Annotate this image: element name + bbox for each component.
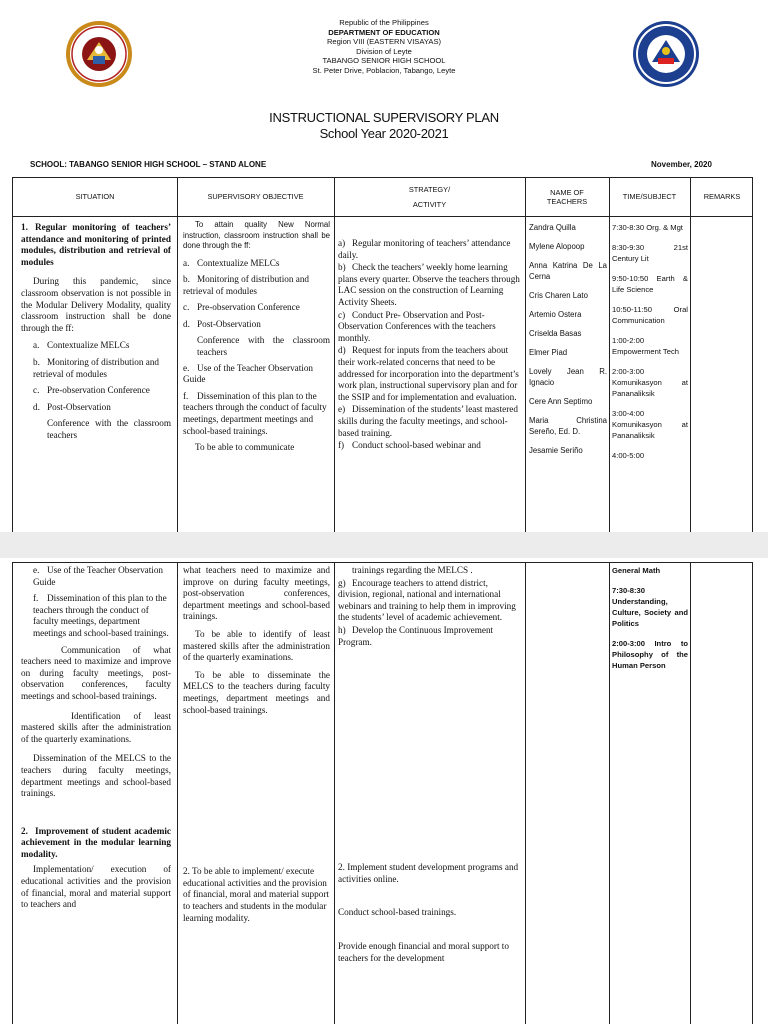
list-item: b. Monitoring of distribution and retrieval of modules [33, 356, 160, 379]
schedule-entry: 8:30-9:30 21st Century Lit [612, 243, 688, 263]
list-item: e. Use of the Teacher Observation Guide [183, 362, 314, 385]
situation-paragraph: Communication of what teachers need to maximize and improve on during faculty meetings, post-observation conferences, faculty meetings and school-based trainings. [21, 644, 171, 701]
header-remarks: REMARKS [703, 192, 741, 202]
column-divider [525, 563, 526, 1024]
agency-line-address: St. Peter Drive, Poblacion, Tabango, Leyte [312, 65, 456, 75]
teacher-name: Criselda Basas [529, 329, 582, 338]
column-divider [177, 178, 178, 532]
document-title-block [150, 110, 618, 142]
schedule-entry: General Math [612, 566, 661, 575]
teacher-name: Artemio Ostera [529, 310, 582, 319]
teacher-name: Anna Katrina De La Cerna [529, 261, 607, 281]
list-item: a. Contextualize MELCs [33, 340, 130, 351]
column-divider [690, 178, 691, 532]
column-divider [334, 563, 335, 1024]
situation-intro: During this pandemic, since classroom observation is not possible in the Modular Delivery Modality, quality classroom instruction shall be done through the ff: [21, 276, 171, 333]
agency-line-region: Region VIII (EASTERN VISAYAS) [326, 37, 442, 47]
schedule-entry: 2:00-3:00 Intro to Philosophy of the Human Person [612, 639, 688, 670]
strategy-paragraph: Provide enough financial and moral support to teachers for the development [338, 940, 509, 963]
schedule-entry: 7:30-8:30 Understanding, Culture, Society and Politics [612, 586, 688, 628]
teacher-name: Cris Charen Lato [529, 291, 588, 300]
situation-paragraph: Identification of least mastered skills after the administration of the quarterly examinations. [21, 710, 171, 744]
objective-paragraph: To be able to disseminate the MELCS to the teachers during faculty meetings, department meetings and school-based trainings. [183, 669, 330, 715]
list-item: f. Dissemination of this plan to the teachers through the conduct of faculty meetings, department meetings and school-based trainings. [183, 390, 327, 436]
situation-heading-2: 2. Improvement of student academic achievement in the modular learning modality. [21, 825, 171, 859]
schedule-entry: 1:00-2:00 Empowerment Tech [612, 336, 679, 356]
list-item: b. Monitoring of distribution and retrieval of modules [183, 274, 310, 296]
column-divider [609, 178, 610, 532]
list-item: d. Post-Observation [33, 401, 111, 412]
deped-seal-logo [632, 20, 700, 88]
schedule-entry: 10:50-11:50 Oral Communication [612, 305, 688, 325]
situation-cell-2 [21, 565, 171, 915]
list-item: c. Pre-observation Conference [33, 385, 150, 396]
situation-heading: 1. Regular monitoring of teachers’ attendance and monitoring of printed modules, distribution and retrieval of modules [21, 222, 171, 267]
strategy-cell-2 [338, 565, 521, 968]
list-item: d) Request for inputs from the teachers about their work-related concerns that need to be addressed for incorporation into the department’s work plan, instructional supervisory plan and for the SSIP and for implementation and evaluation. [338, 345, 519, 402]
header-time-subject: TIME/SUBJECT [622, 192, 677, 202]
time-subject-cell [612, 222, 688, 470]
teacher-name: Zandra Quilla [529, 223, 576, 232]
agency-line-deped: DEPARTMENT OF EDUCATION [328, 27, 440, 37]
schedule-entry: 9:50-10:50 Earth & Life Science [612, 274, 688, 294]
list-item: c. Pre-observation Conference [183, 302, 300, 313]
list-item: f) Conduct school-based webinar and [338, 440, 481, 451]
header-situation: SITUATION [75, 192, 115, 202]
teacher-name: Elmer Piad [529, 348, 568, 357]
time-subject-cell-2 [612, 565, 688, 680]
agency-header [200, 18, 568, 76]
schedule-entry: 2:00-3:00 Komunikasyon at Pananaliksik [612, 367, 688, 398]
column-divider [690, 563, 691, 1024]
situation-list [21, 340, 171, 413]
strategy-paragraph: Conduct school-based trainings. [338, 907, 457, 918]
teacher-name: Lovely Jean R. Ignacio [529, 367, 607, 387]
agency-line-school: TABANGO SENIOR HIGH SCHOOL [322, 56, 446, 66]
page-separator [0, 532, 768, 558]
objective-list [183, 258, 330, 331]
list-item: e) Dissemination of the students’ least mastered skills during the faculty meetings, and school-based training. [338, 404, 518, 438]
list-item: b) Check the teachers’ weekly home learning plans every quarter. Observe the teachers through LAC session on the construction of Learning Activity Sheets. [338, 262, 520, 307]
situation-cell [21, 222, 171, 446]
teacher-name: Mylene Alopoop [529, 242, 585, 251]
agency-line-republic: Republic of the Philippines [339, 18, 429, 27]
list-item: c) Conduct Pre- Observation and Post-Observation Conferences with the teachers monthly. [338, 309, 496, 343]
schedule-entry: 4:00-5:00 [612, 451, 645, 460]
header-objective: SUPERVISORY OBJECTIVE [207, 192, 304, 202]
strategy-continuation: trainings regarding the MELCS . [352, 565, 473, 575]
column-divider [525, 178, 526, 532]
teacher-name: Jesamie Seriño [529, 446, 583, 455]
objective-list-2 [183, 363, 330, 438]
header-teachers: NAME OF TEACHERS [546, 187, 588, 206]
strategy-list [338, 238, 521, 452]
column-divider [177, 563, 178, 1024]
teacher-name: Maria Christina Sereño, Ed. D. [529, 416, 607, 436]
situation-paragraph: Implementation/ execution of educational activities and the provision of financial, moral and material support to teachers and [21, 864, 171, 910]
list-item: a) Regular monitoring of teachers’ attendance daily. [338, 238, 511, 260]
strategy-paragraph: 2. Implement student development programs and activities online. [338, 862, 519, 884]
teachers-cell [529, 222, 607, 464]
list-item: h) Develop the Continuous Improvement Program. [338, 624, 494, 647]
list-item: g) Encourage teachers to attend district, division, regional, national and international webinars and training to help them in improving the students’ level of academic achievement. [338, 577, 516, 623]
strategy-cell [338, 238, 521, 453]
school-name: SCHOOL: TABANGO SENIOR HIGH SCHOOL – STAND ALONE [30, 160, 267, 169]
list-item: a. Contextualize MELCs [183, 257, 280, 268]
schedule-entry: 3:00-4:00 Komunikasyon at Pananaliksik [612, 409, 688, 440]
plan-table-page-2 [12, 562, 753, 1024]
list-item: e. Use of the Teacher Observation Guide [33, 565, 164, 587]
objective-tail: To be able to communicate [195, 442, 295, 453]
objective-cell-2 [183, 565, 330, 928]
objective-paragraph: To be able to identify of least mastered skills after the administration of the quarterly examinations. [183, 628, 330, 663]
plan-date: November, 2020 [651, 160, 712, 169]
situation-paragraph: Dissemination of the MELCS to the teachers during faculty meetings, department meetings and school-based trainings. [21, 753, 171, 799]
document-page-2 [0, 558, 768, 1024]
header-strategy: STRATEGY/ ACTIVITY [408, 184, 451, 209]
column-divider [609, 563, 610, 1024]
objective-paragraph: 2. To be able to implement/ execute educational activities and the provision of financial, moral and material support to teachers and students in the modular learning modality. [183, 866, 329, 923]
strategy-list-2 [338, 578, 521, 649]
plan-table-page-1 [12, 177, 753, 532]
objective-conference: Conference with the classroom teachers [197, 335, 330, 358]
objective-paragraph: what teachers need to maximize and improve on during faculty meetings, post-observation conferences, department meetings and school-based trainings. [183, 565, 330, 622]
objective-cell [183, 220, 330, 458]
list-item: f. Dissemination of this plan to the teachers through the conduct of faculty meetings, department meetings and school-based trainings. [33, 593, 169, 638]
situation-list-2 [21, 565, 171, 640]
list-item: d. Post-Observation [183, 318, 261, 329]
column-divider [334, 178, 335, 532]
agency-line-division: Division of Leyte [356, 46, 412, 56]
school-seal-logo [65, 20, 133, 88]
document-subtitle: School Year 2020-2021 [319, 126, 449, 141]
schedule-entry: 7:30-8:30 Org. & Mgt [612, 223, 683, 232]
objective-intro: To attain quality New Normal instruction, classroom instruction shall be done through the ff: [183, 220, 330, 250]
situation-conference: Conference with the classroom teachers [47, 418, 171, 440]
teacher-name: Cere Ann Septimo [529, 397, 593, 406]
header-row-divider [13, 216, 752, 217]
document-title: INSTRUCTIONAL SUPERVISORY PLAN [269, 110, 499, 125]
